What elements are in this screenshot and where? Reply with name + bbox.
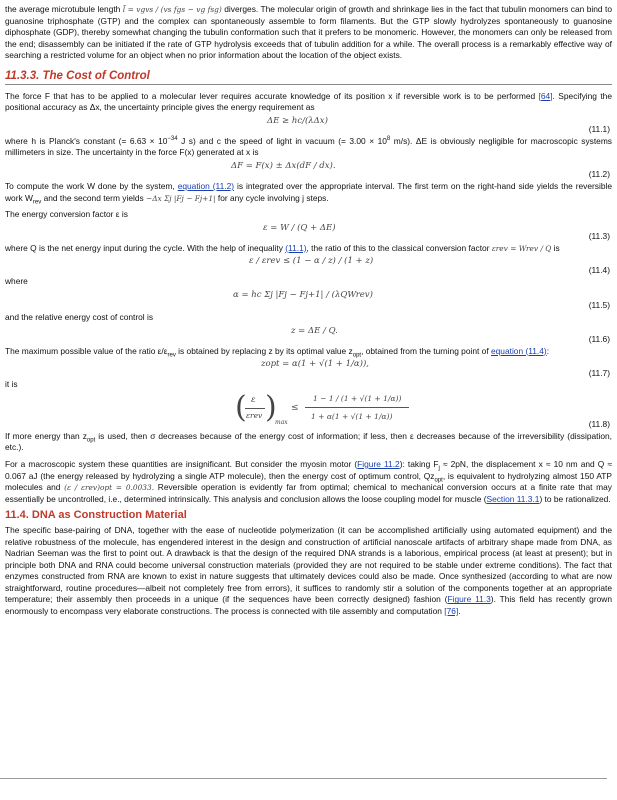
subscript: j xyxy=(438,465,440,472)
text: , obtained from the turning point of xyxy=(361,345,491,356)
text: diverges. The molecular origin of growth and shrinkage lies in the fact that tubulin monomers can bind to guanosine triphosphate (GTP) and the complex can spontaneously assemble to form filaments. But the GTP slowly hydrolyzes spontaneously to guanosine diphosphate (GDP), thereby somewhat changing the tubulin conformation such that it prefers to be monomeric. However, the monomers can only be released from the end; disassembly can be initiated if the rate of GTP hydrolysis exceeds that of tubulin addition for a while. The overall process is a remarkably effective way of searching a restricted volume for an object when no prior information about the location of the object exists. xyxy=(5,4,612,61)
subscript: opt xyxy=(86,437,96,444)
equation-11-1 xyxy=(5,114,612,136)
subscript: rev xyxy=(32,199,42,206)
paragraph-relative-cost: and the relative energy cost of control is xyxy=(5,311,154,322)
equation-formula: ΔF = F(x) ± Δx(dF / dx). xyxy=(231,160,336,171)
text: : xyxy=(546,345,550,356)
paragraph-microtubule xyxy=(5,4,612,62)
text: The specific base-pairing of DNA, together with the ease of nucleotide polymerization (it can be accomplished artificially using automated equipment) and the relative robustness of the molecule, has engendered interest in the design and construction of artificial nanoscale artifacts of arbitrary shape made from DNA, as Nadrian Seeman was the first to point out. A drawback is that the design of the required DNA strands is a laborious, empirical process (at least at present); but in principle both DNA and RNA could become universal construction materials (provided they are not required to be stable under extreme conditions). The fact that enzymes constructed from RNA are known to exist in nature suggests that ultimately devices could also be made. Once synthesized (according to what are now straightforward, routine procedures—albeit not completely free from errors), it suffices to randomly stir a solution of the components together at an appropriate temperature; their assembly then proceeds in a unique (if the sequences have been correctly designed) fashion ( xyxy=(5,524,612,605)
inline-formula-length: l̄ = vgvs / (vs fgs − vg fsg) xyxy=(122,5,222,14)
equation-formula: ΔE ≥ hc/(λΔx) xyxy=(267,115,328,126)
figure-link-11-3[interactable]: Figure 11.3 xyxy=(447,594,491,605)
superscript: −34 xyxy=(167,135,178,142)
figure-link-11-2[interactable]: Figure 11.2 xyxy=(357,458,400,469)
paragraph-planck xyxy=(5,136,612,159)
paragraph-more-energy xyxy=(5,431,612,454)
equation-number: (11.1) xyxy=(588,124,610,135)
left-paren: ( xyxy=(235,389,247,425)
text: ) to be rationalized. xyxy=(539,493,611,504)
lhs-numerator: ε xyxy=(251,394,256,405)
equation-number: (11.4) xyxy=(588,264,610,275)
reference-link-64[interactable]: [64] xyxy=(538,90,553,101)
text: ≈ 2pN, the displacement x ≈ 10 nm and Q ≈ 0.067 aJ (the energy released by hydrolyzing a single ATP molecule), then the energy cost of optimum control, Qz xyxy=(5,458,612,481)
text: , is equivalent to hydrolyzing almost 150 ATP molecules and xyxy=(5,470,612,493)
paragraph-maximum xyxy=(5,346,612,358)
equation-11-4 xyxy=(5,254,612,276)
text: is used, then σ decreases because of the energy cost of information; if less, then ε decreases because of the irreversibility (dissipation, etc.). xyxy=(5,430,612,453)
subscript: rev xyxy=(167,352,176,359)
page xyxy=(5,4,612,618)
inline-formula-ratio-opt: (ε / εrev)opt = 0.0033 xyxy=(64,483,152,493)
equation-formula: ε = W / (Q + ΔE) xyxy=(263,222,336,233)
text: and the second term yields xyxy=(41,192,147,203)
equation-number: (11.3) xyxy=(588,231,610,242)
paragraph-myosin xyxy=(5,459,612,505)
equation-number: (11.2) xyxy=(588,169,610,180)
text: where Q is the net energy input during the cycle. With the help of inequality xyxy=(5,242,286,253)
text: If more energy than z xyxy=(5,430,87,441)
rhs-numerator: 1 − 1 / (1 + √(1 + 1/α)) xyxy=(313,393,402,403)
equation-formula: ε / εrev ≤ (1 − α / z) / (1 + z) xyxy=(249,256,374,267)
text: where h is Planck's constant (= 6.63 × 10 xyxy=(5,135,168,146)
subscript: opt xyxy=(352,352,362,359)
reference-link-76[interactable]: [76] xyxy=(444,606,459,617)
superscript: 8 xyxy=(386,135,391,142)
text: The force F that has to be applied to a molecular lever requires accurate knowledge of its position x if reversible work is to be performed xyxy=(5,90,539,101)
text: . Reversible operation is evidently far from optimal; chemical to mechanical conversion occurs at a finite rate that may essentially be uncontrolled, i.e., determined intrinsically. This analysis and conclusion allows the loose coupling model for muscle ( xyxy=(5,482,612,504)
equation-11-6 xyxy=(5,324,612,346)
section-heading-dna: 11.4. DNA as Construction Material xyxy=(5,509,187,522)
lhs-denominator: εrev xyxy=(246,410,263,420)
text: the average microtubule length xyxy=(5,4,123,15)
text: for any cycle involving j steps. xyxy=(215,192,329,203)
paragraph-work xyxy=(5,181,612,204)
equation-number: (11.6) xyxy=(588,333,610,344)
text: The maximum possible value of the ratio ε/ε xyxy=(5,345,168,356)
equation-formula: zopt = α(1 + √(1 + 1/α)), xyxy=(261,359,369,370)
le-sign: ≤ xyxy=(291,402,299,413)
equation-formula xyxy=(235,391,417,427)
lhs-subscript: max xyxy=(275,418,288,426)
text: For a macroscopic system these quantities are insignificant. But consider the myosin motor ( xyxy=(5,458,358,469)
equation-link-11-2[interactable]: equation (11.2) xyxy=(177,180,235,191)
paragraph-dna xyxy=(5,525,612,618)
equation-11-3 xyxy=(5,221,612,243)
text: J s) and c the speed of light in vacuum (= 3.00 × 10 xyxy=(177,135,387,146)
paragraph-force xyxy=(5,91,612,114)
text: is obtained by replacing z by its optimal value z xyxy=(175,345,353,356)
equation-link-11-1[interactable]: (11.1) xyxy=(285,242,307,253)
inline-formula-eps-rev: εrev = Wrev / Q xyxy=(491,243,552,253)
text: ). This field has recently grown enormously to encompass very elaborate constructions. The process is connected with tile assembly and computation xyxy=(5,594,612,617)
equation-number: (11.7) xyxy=(588,367,610,378)
text: , the ratio of this to the classical conversion factor xyxy=(306,242,492,253)
paragraph-where: where xyxy=(5,276,28,287)
equation-number: (11.8) xyxy=(588,419,610,430)
text: is integrated over the appropriate interval. The first term on the right-hand side yields the reversible work W xyxy=(5,180,613,203)
equation-link-11-4[interactable]: equation (11.4) xyxy=(490,345,547,356)
equation-11-2 xyxy=(5,159,612,181)
right-paren: ) xyxy=(265,389,277,425)
equation-formula: α = hc Σj |Fj − Fj+1| / (λQWrev) xyxy=(233,289,373,300)
paragraph-energy-conversion: The energy conversion factor ε is xyxy=(5,209,128,220)
paragraph-it-is: it is xyxy=(5,379,18,390)
section-heading-cost-of-control: 11.3.3. The Cost of Control xyxy=(5,69,150,82)
text: m/s). ΔE is obviously negligible for macroscopic systems millimeters in size. The uncertainty in the force F(x) generated at x is xyxy=(5,135,612,158)
fraction-bar xyxy=(245,408,265,409)
text: is xyxy=(551,242,560,253)
page-bottom-divider xyxy=(0,778,607,779)
equation-11-8 xyxy=(5,391,612,431)
heading-divider xyxy=(5,84,612,85)
section-link-11-3-1[interactable]: Section 11.3.1 xyxy=(486,493,540,504)
equation-11-5 xyxy=(5,288,612,312)
subscript: opt xyxy=(434,477,443,484)
paragraph-net-energy xyxy=(5,243,612,255)
equation-formula: z = ΔE / Q. xyxy=(291,325,338,336)
equation-11-7 xyxy=(5,357,612,379)
rhs-denominator: 1 + α(1 + √(1 + 1/α)) xyxy=(311,411,393,421)
equation-number: (11.5) xyxy=(588,300,610,311)
text: . xyxy=(458,606,461,617)
text: . Specifying the positional accuracy as Δx, the uncertainty principle gives the energy requirement as xyxy=(5,90,613,113)
inline-formula-sum: −Δx Σj |Fj − Fj+1| xyxy=(146,193,216,203)
text: To compute the work W done by the system, xyxy=(5,180,178,191)
fraction-bar xyxy=(305,407,409,408)
text: ): taking F xyxy=(399,458,439,469)
